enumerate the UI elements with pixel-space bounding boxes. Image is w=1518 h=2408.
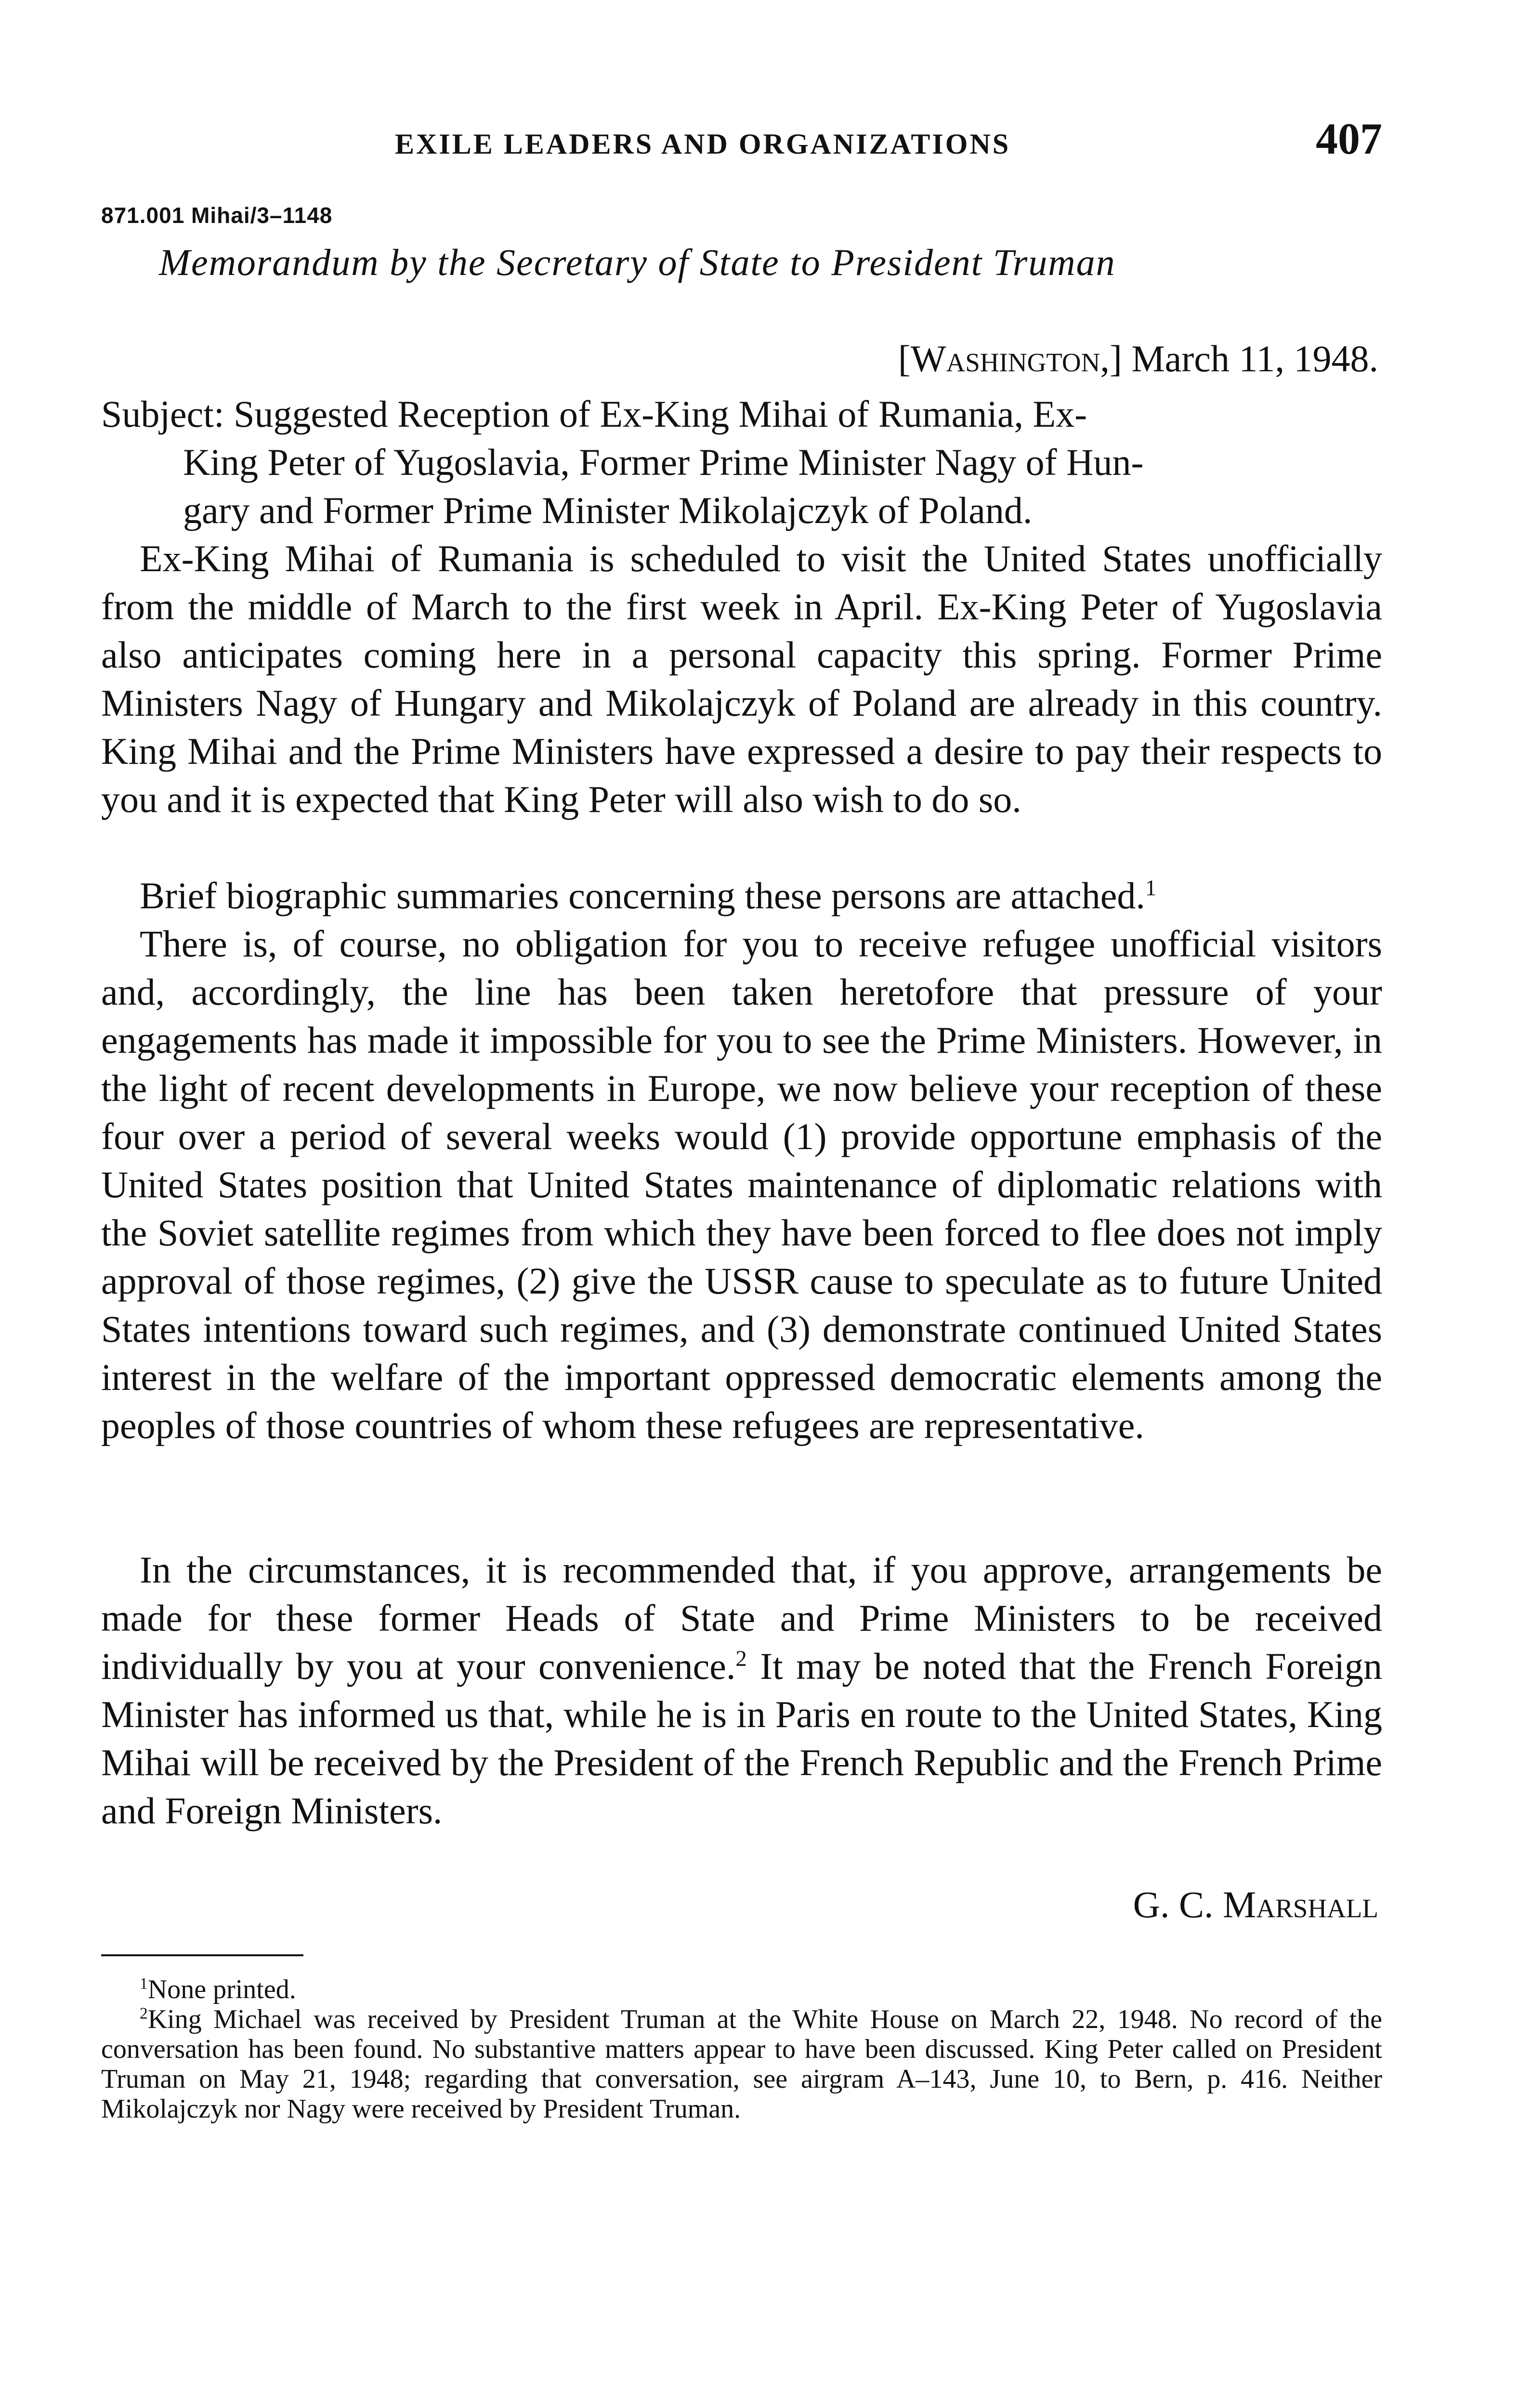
- dateline-date: March 11, 1948.: [1131, 338, 1378, 380]
- dateline-place: [Washington,]: [898, 338, 1122, 380]
- subject-line: King Peter of Yugoslavia, Former Prime Minister Nagy of Hun-: [183, 441, 1144, 483]
- footnotes: [101, 1975, 1382, 2124]
- footnote-mark: 2: [140, 2004, 148, 2023]
- page-number: 407: [1316, 114, 1382, 163]
- page-header: [101, 114, 1382, 171]
- body-paragraph: [101, 1546, 1382, 1835]
- footnote-text: None printed.: [147, 1975, 296, 2004]
- body-paragraph: [101, 872, 1382, 920]
- footnote-divider: [101, 1954, 303, 1956]
- footnote-mark: 1: [140, 1975, 148, 1993]
- signature: G. C. Marshall: [1133, 1884, 1378, 1925]
- subject-block: [101, 390, 1382, 535]
- footnote-mark: 2: [735, 1646, 747, 1671]
- paragraph-text: In the circumstances, it is recommended that, if you approve, arrangements be made for these former Heads of State and Prime Ministers to be received individually by you at your convenience.: [101, 1549, 1382, 1687]
- file-reference: 871.001 Mihai/3–1148: [101, 203, 333, 228]
- memo-title: Memorandum by the Secretary of State to President Truman: [159, 241, 1116, 283]
- footnote: [101, 2004, 1382, 2124]
- paragraph-text: Brief biographic summaries concerning these persons are attached.: [140, 875, 1145, 916]
- running-head: EXILE LEADERS AND ORGANIZATIONS: [395, 128, 1011, 160]
- footnote: [101, 1975, 1382, 2004]
- body-paragraph: There is, of course, no obligation for you to receive refugee unofficial visitors and, accordingly, the line has been taken heretofore that pressure of your engagements has made it impossible for you to see the Prime Ministers. However, in the light of recent developments in Europe, we now believe your reception of these four over a period of several weeks would (1) provide opportune emphasis of the United States position that United States maintenance of diplomatic relations with the Soviet satellite regimes from which they have been forced to flee does not imply approval of those regimes, (2) give the USSR cause to speculate as to future United States intentions toward such regimes, and (3) demonstrate continued United States interest in the welfare of the important oppressed democratic elements among the peoples of those countries of whom these refugees are representative.: [101, 923, 1382, 1446]
- subject-line: gary and Former Prime Minister Mikolajczyk of Poland.: [183, 489, 1033, 531]
- paragraph-text: It may be noted that the French Foreign Minister has informed us that, while he is in Paris en route to the United States, King Mihai will be received by the President of the French Republic and the French Prime and Foreign Ministers.: [101, 1645, 1383, 1832]
- body-paragraph: Ex-King Mihai of Rumania is scheduled to visit the United States unofficially from the middle of March to the first week in April. Ex-King Peter of Yugoslavia also anticipates coming here in a personal capacity this spring. Former Prime Ministers Nagy of Hungary and Mikolajczyk of Poland are already in this country. King Mihai and the Prime Ministers have expressed a desire to pay their respects to you and it is expected that King Peter will also wish to do so.: [101, 537, 1382, 820]
- footnote-mark: 1: [1145, 876, 1157, 901]
- dateline: [898, 337, 1378, 380]
- subject-line: Subject: Suggested Reception of Ex-King Mihai of Rumania, Ex-: [101, 393, 1087, 435]
- footnote-text: King Michael was received by President Truman at the White House on March 22, 1948. No record of the conversation has been found. No substantive matters appear to have been discussed. King Peter called on President Truman on May 21, 1948; regarding that conversation, see airgram A–143, June 10, to Bern, p. 416. Neither Mikolajczyk nor Nagy were received by President Truman.: [101, 2004, 1382, 2124]
